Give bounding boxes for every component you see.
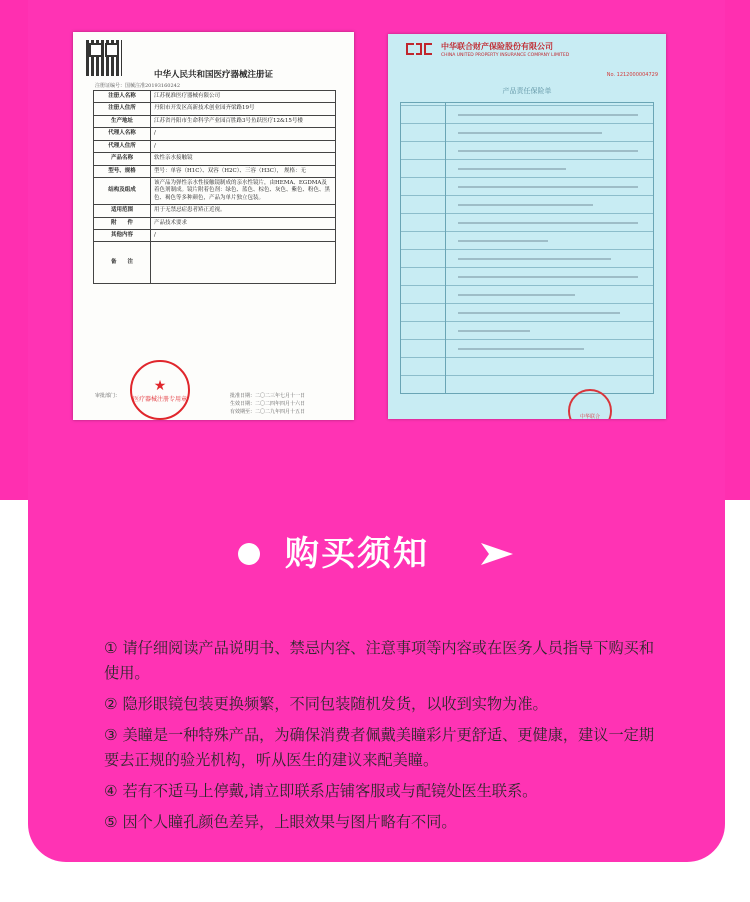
certificate-row-value	[151, 242, 336, 284]
approval-date: 批准日期：二〇二三年七月十一日	[230, 393, 306, 399]
seal-star-icon: ★	[153, 378, 167, 394]
certificate-row	[94, 115, 336, 127]
certificate-row	[94, 230, 336, 242]
certificate-row	[94, 205, 336, 217]
certificate-row-value: 型号：单容（H1C）、双容（H2C）、三容（H3C）， 规格：无	[151, 165, 336, 177]
certificate-row-key: 注册人名称	[94, 91, 151, 103]
certificate-approver: 审批部门：	[95, 393, 121, 399]
notice-item-5: ⑤ 因个人瞳孔颜色差异，上眼效果与图片略有不同。	[104, 813, 457, 831]
certificate-row	[94, 140, 336, 152]
notice-item-2: ② 隐形眼镜包装更换频繁，不同包装随机发货，以收到实物为准。	[104, 695, 548, 713]
certificate-table	[93, 90, 336, 284]
certificate-row-key: 产品名称	[94, 153, 151, 165]
certificate-row	[94, 217, 336, 229]
certificate-row-key: 型号、规格	[94, 165, 151, 177]
certificate-row-key: 结构及组成	[94, 177, 151, 204]
certificate-row-key: 注册人住所	[94, 103, 151, 115]
arrow-right-icon	[478, 540, 516, 568]
insurer-logo-icon	[404, 40, 434, 58]
certificate-row-value: 江苏视准医疗器械有限公司	[151, 91, 336, 103]
policy-text-lines	[458, 114, 638, 366]
certificate-row-value: 江苏省丹阳市生命科学产业园百胜路3号鱼跃医疗12&15号楼	[151, 115, 336, 127]
certificate-dates	[230, 392, 305, 416]
heading-title: 购买须知	[285, 534, 429, 574]
insurer-name-en: CHINA UNITED PROPERTY INSURANCE COMPANY LIMITED	[441, 53, 570, 58]
certificate-row-value: 产品技术要求	[151, 217, 336, 229]
certificate-row-value: /	[151, 230, 336, 242]
certificate-row	[94, 91, 336, 103]
certificate-row	[94, 177, 336, 204]
insurance-policy-image	[388, 34, 666, 419]
certificate-row-value: 丹阳市开发区高新技术创业园齐梁路19号	[151, 103, 336, 115]
certificate-row-key: 备 注	[94, 242, 151, 284]
registration-certificate-image	[73, 32, 354, 420]
certificate-row-key: 附 件	[94, 217, 151, 229]
purchase-notice-list	[104, 636, 664, 841]
policy-seal: 中华联合	[568, 389, 612, 419]
certificate-row-value: 该产品为弹性亲水性接触镜制成的亲水性镜片，由HEMA、EGDMA及着色剂制成。镜片附着色剂：绿色、蓝色、棕色、灰色、紫色、粉色、黑色、褐色等多种颜色，产品为单片独立包装。	[151, 177, 336, 204]
notice-item-4: ④ 若有不适马上停戴,请立即联系店铺客服或与配镜处医生联系。	[104, 782, 538, 800]
seal-text: 医疗器械注册专用章	[132, 396, 187, 403]
certificate-title: 中华人民共和国医疗器械注册证	[153, 70, 273, 80]
certificate-row	[94, 103, 336, 115]
certificate-row-key: 其他内容	[94, 230, 151, 242]
certificate-row-key: 代理人住所	[94, 140, 151, 152]
certificate-reg-no: 注册证编号：国械注准20193160242	[95, 83, 180, 89]
expiry-date: 有效期至：二〇二九年四月十五日	[230, 409, 306, 415]
policy-title: 产品责任保险单	[502, 87, 552, 95]
policy-number: No. 1212000004729	[606, 72, 658, 78]
certificate-row-value: 用于无禁忌症患者矫正近视。	[151, 205, 336, 217]
effective-date: 生效日期：二〇二四年四月十六日	[230, 401, 306, 407]
bullet-dot-icon	[238, 543, 260, 565]
notice-item-1: ① 请仔细阅读产品说明书、禁忌内容、注意事项等内容或在医务人员指导下购买和使用。	[104, 639, 655, 682]
notice-item-3: ③ 美瞳是一种特殊产品，为确保消费者佩戴美瞳彩片更舒适、更健康，建议一定期要去正规的验光机构，听从医生的建议来配美瞳。	[104, 726, 655, 769]
certificate-seal	[130, 360, 190, 420]
certificate-row-value: /	[151, 140, 336, 152]
certificate-row-key: 生产地址	[94, 115, 151, 127]
certificate-row	[94, 128, 336, 140]
certificate-row-value: /	[151, 128, 336, 140]
certificate-row-value: 软性亲水接触镜	[151, 153, 336, 165]
insurer-name: 中华联合财产保险股份有限公司	[441, 42, 553, 51]
certificate-row	[94, 153, 336, 165]
certificate-row-key: 适用范围	[94, 205, 151, 217]
section-heading	[0, 530, 750, 578]
certificate-row	[94, 165, 336, 177]
certificate-row-key: 代理人名称	[94, 128, 151, 140]
certificate-row	[94, 242, 336, 284]
